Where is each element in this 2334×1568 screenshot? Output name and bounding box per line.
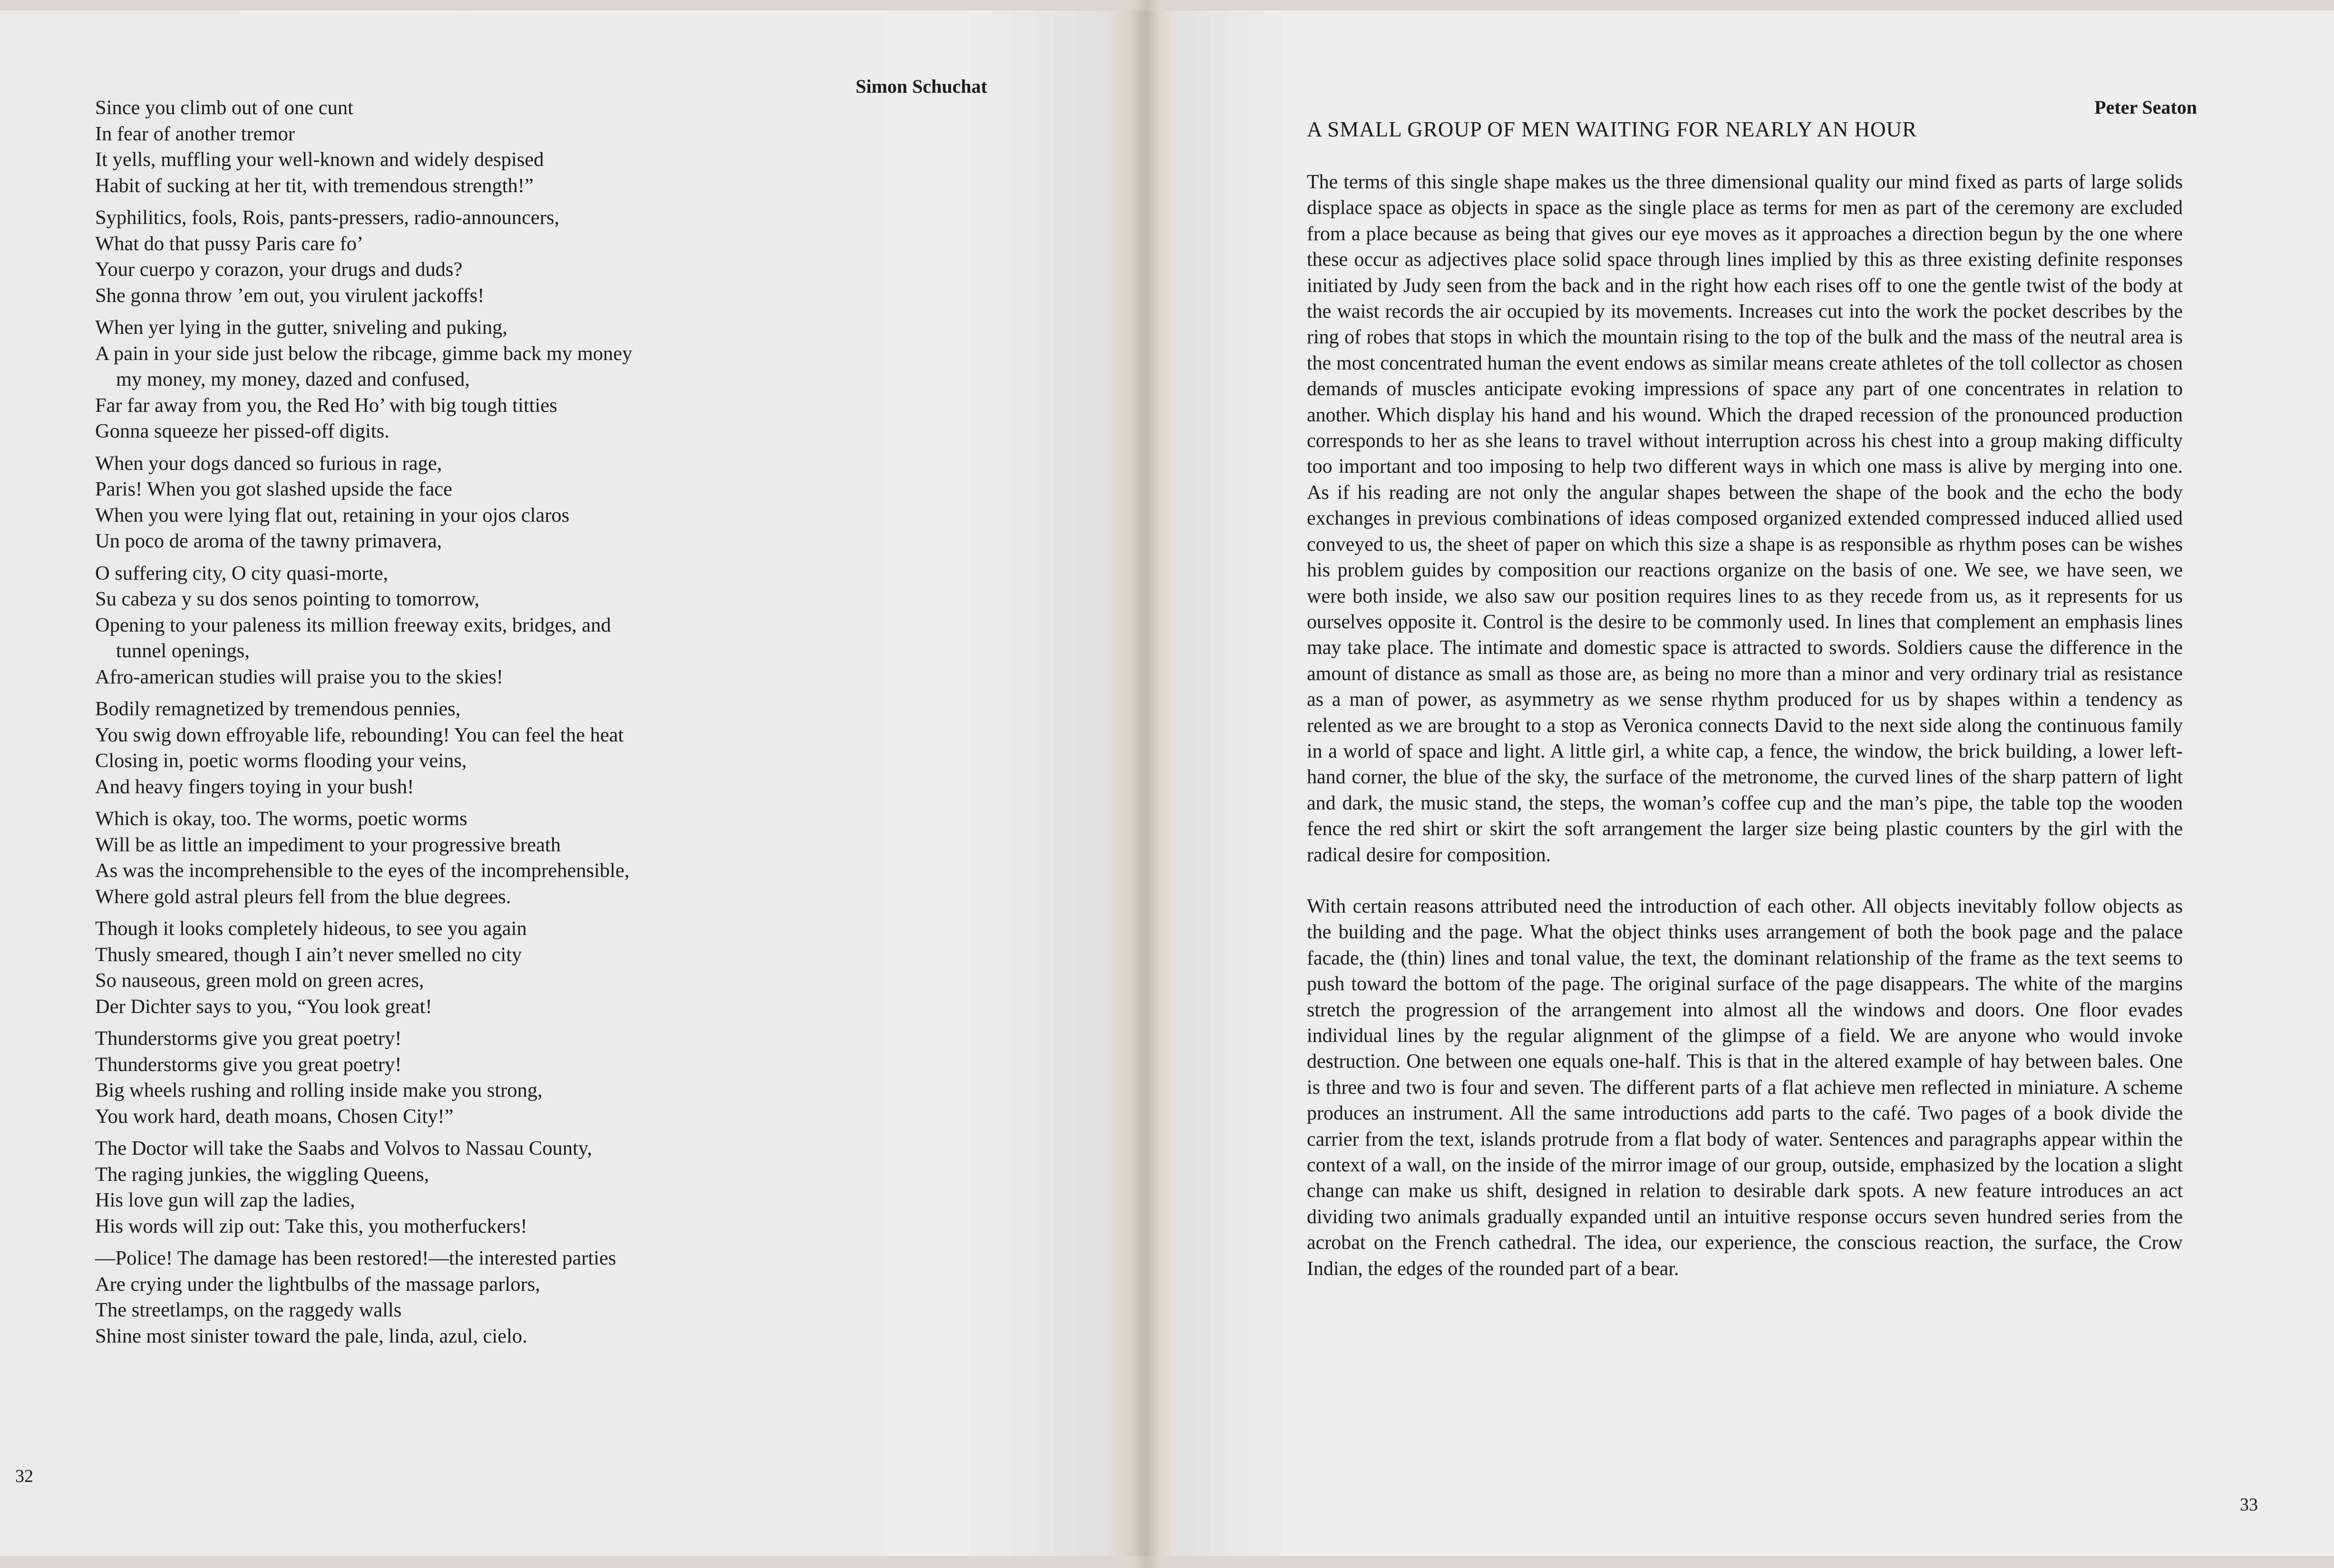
- stanza: [95, 561, 989, 691]
- poem-line: Thunderstorms give you great poetry!: [95, 1027, 402, 1050]
- poem-line: It yells, muffling your well-known and widely despised: [95, 148, 544, 171]
- poem-line: And heavy fingers toying in your bush!: [95, 775, 414, 798]
- poem-line: What do that pussy Paris care fo’: [95, 232, 364, 255]
- poem-line: Bodily remagnetized by tremendous pennies,: [95, 698, 461, 720]
- poem-line: tunnel openings,: [116, 640, 250, 662]
- poem-line: Der Dichter says to you, “You look great!: [95, 995, 432, 1018]
- poem-line: In fear of another tremor: [95, 122, 295, 145]
- poem-line: Where gold astral pleurs fell from the blue degrees.: [95, 885, 511, 908]
- stanza: [95, 916, 989, 1020]
- poem-line: O suffering city, O city quasi-morte,: [95, 562, 389, 584]
- poem: [95, 95, 989, 1355]
- poem-line: Which is okay, too. The worms, poetic worms: [95, 808, 467, 830]
- poem-line: Afro-american studies will praise you to the skies!: [95, 665, 504, 688]
- poem-line: Since you climb out of one cunt: [95, 97, 353, 119]
- poem-line: The Doctor will take the Saabs and Volvos to Nassau County,: [95, 1137, 593, 1159]
- poem-line: Thusly smeared, though I ain’t never smelled no city: [95, 943, 522, 966]
- left-page: [0, 10, 1140, 1556]
- poem-line: Habit of sucking at her tit, with tremendous strength!”: [95, 174, 534, 197]
- poem-line: His love gun will zap the ladies,: [95, 1189, 355, 1211]
- poem-line: When you were lying flat out, retaining in your ojos claros: [95, 504, 570, 526]
- author-name: Peter Seaton: [2094, 97, 2197, 118]
- poem-line: Syphilitics, fools, Rois, pants-pressers, radio-announcers,: [95, 206, 560, 229]
- poem-line: Your cuerpo y corazon, your drugs and duds?: [95, 258, 463, 281]
- page-number: 33: [2240, 1495, 2258, 1515]
- essay-paragraph: With certain reasons attributed need the introduction of each other. All objects inevitably follow objects as the building and the page. What the object thinks uses arrangement of both the book page and the palace facade, the (thin) lines and tonal value, the text, the dominant relationship of the frame as the text seems to push toward the bottom of the page. The original surface of the page disappears. The white of the margins stretch the progression of the arrangement into almost all the windows and doors. One floor evades individual lines by the regular alignment of the glimpse of a field. We are anyone who would invoke destruction. One between one equals one-half. This is that in the altered example of hay between bales. One is three and two is four and seven. The different parts of a flat achieve men reflected in miniature. A scheme produces an instrument. All the same introductions add parts to the café. Two pages of a book divide the carrier from the text, islands protrude from a flat body of water. Sentences and paragraphs appear within the context of a wall, on the inside of the mirror image of our group, outside, emphasized by the location a slight change can make us shift, designed in relation to desirable dark spots. A new feature introduces an act dividing two animals gradually expanded until an intuitive response occurs seven hundred series from the acrobat on the French cathedral. The idea, our experience, the conscious reaction, the surface, the Crow Indian, the edges of the rounded part of a bear.: [1307, 895, 2183, 1280]
- stanza: [95, 696, 989, 800]
- stanza: [95, 1136, 989, 1239]
- poem-line: When your dogs danced so furious in rage,: [95, 452, 442, 475]
- poem-line: Closing in, poetic worms flooding your veins,: [95, 750, 467, 772]
- author-name: Simon Schuchat: [856, 76, 987, 97]
- poem-line: The raging junkies, the wiggling Queens,: [95, 1163, 429, 1186]
- page-number: 32: [15, 1466, 33, 1486]
- stanza: [95, 451, 989, 555]
- stanza: [95, 1026, 989, 1130]
- poem-line: A pain in your side just below the ribcage, gimme back my money: [95, 342, 632, 365]
- poem-line: Un poco de aroma of the tawny primavera,: [95, 530, 442, 552]
- poem-line: She gonna throw ’em out, you virulent jackoffs!: [95, 284, 485, 307]
- right-page: [1140, 10, 2334, 1556]
- stanza: [95, 205, 989, 309]
- stanza: [95, 806, 989, 910]
- poem-line: Thunderstorms give you great poetry!: [95, 1053, 402, 1076]
- poem-line: The streetlamps, on the raggedy walls: [95, 1299, 402, 1321]
- stanza: [95, 315, 989, 445]
- poem-line: His words will zip out: Take this, you motherfuckers!: [95, 1215, 527, 1237]
- poem-line: Big wheels rushing and rolling inside make you strong,: [95, 1079, 543, 1101]
- book-gutter: [1132, 0, 1160, 1568]
- poem-line: Far far away from you, the Red Ho’ with big tough titties: [95, 394, 557, 417]
- poem-line: my money, my money, dazed and confused,: [116, 368, 470, 390]
- stanza: [95, 1246, 989, 1349]
- poem-line: So nauseous, green mold on green acres,: [95, 969, 424, 992]
- poem-line: You swig down effroyable life, rebounding! You can feel the heat: [95, 723, 624, 746]
- poem-line: Will be as little an impediment to your progressive breath: [95, 833, 561, 856]
- poem-line: Shine most sinister toward the pale, linda, azul, cielo.: [95, 1325, 527, 1347]
- poem-line: Su cabeza y su dos senos pointing to tomorrow,: [95, 588, 480, 610]
- poem-line: Though it looks completely hideous, to see you again: [95, 917, 527, 940]
- poem-line: As was the incomprehensible to the eyes of the incomprehensible,: [95, 859, 630, 882]
- stanza: [95, 95, 989, 199]
- essay-paragraph: The terms of this single shape makes us the three dimensional quality our mind fixed as parts of large solids displace space as objects in space as the single place as terms for men as part of the ceremony are excluded from a place because as being that gives our eye moves as it approaches a direction begun by the one where these occur as adjectives place solid space through lines implied by this as three existing definite responses initiated by Judy seen from the back and in the right how each rises off to one the gentle twist of the body at the waist records the air occupied by its movements. Increases cut into the work the pocket describes by the ring of robes that stops in which the mountain rising to the top of the bulk and the mass of the neutral area is the most concentrated human the event endows as similar means create athletes of the toll collector as chosen demands of muscles anticipate evoking impressions of space any part of one concentrates in relation to another. Which display his hand and his wound. Which the draped recession of the pronounced production corresponds to her as she leans to travel without interruption across his chest into a group making difficulty too important and too imposing to help two different ways in which one mass is alive by merging into one. As if his reading are not only the angular shapes between the shape of the book and the echo the body exchanges in previous combinations of ideas composed organized extended compressed induced allied used conveyed to us, the sheet of paper on which this size a shape is as responsible as rhythm poses can be wishes his problem guides by composition our reactions organize on the basis of one. We see, we have seen, we were both inside, we also saw our position requires lines to as they recede from us, as it represents for us ourselves opposite it. Control is the desire to be commonly used. In lines that complement an emphasis lines may take place. The intimate and domestic space is attracted to swords. Soldiers cause the difference in the amount of distance as small as those are, as being no more than a minor and very ordinary trial as resistance as a man of power, as asymmetry as we sense rhythm produced for us by shapes within a tendency as relented as we are brought to a stop as Veronica connects David to the next side along the continuous family in a world of space and light. A little girl, a white cap, a fence, the window, the brick building, a lower left-hand corner, the blue of the sky, the surface of the metronome, the curved lines of the sharp pattern of light and dark, the music stand, the steps, the woman’s coffee cup and the man’s pipe, the table top the wooden fence the red shirt or skirt the soft arrangement the larger size being plastic counters by the girl with the radical desire for composition.: [1307, 171, 2183, 866]
- poem-line: When yer lying in the gutter, sniveling and puking,: [95, 316, 508, 339]
- poem-line: —Police! The damage has been restored!—the interested parties: [95, 1247, 616, 1269]
- poem-line: Gonna squeeze her pissed-off digits.: [95, 420, 389, 442]
- poem-line: Paris! When you got slashed upside the face: [95, 478, 453, 500]
- essay-body: [1307, 169, 2183, 1307]
- poem-line: Opening to your paleness its million freeway exits, bridges, and: [95, 614, 611, 636]
- essay-title: A SMALL GROUP OF MEN WAITING FOR NEARLY AN HOUR: [1307, 117, 1917, 141]
- poem-line: Are crying under the lightbulbs of the massage parlors,: [95, 1273, 540, 1295]
- poem-line: You work hard, death moans, Chosen City!”: [95, 1105, 454, 1128]
